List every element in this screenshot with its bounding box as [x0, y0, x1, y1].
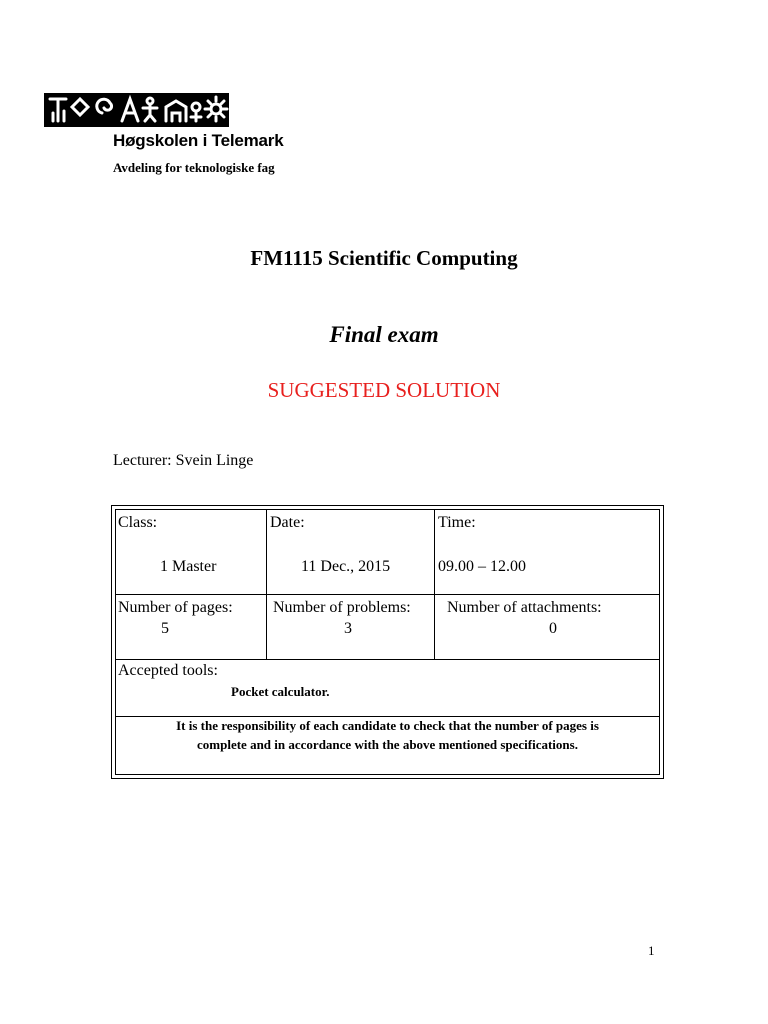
table-divider: [116, 659, 659, 660]
table-column-divider: [266, 510, 267, 659]
time-label: Time:: [438, 514, 476, 531]
problems-value: 3: [344, 620, 352, 637]
logo-glyphs-icon: [44, 93, 229, 127]
page-number: 1: [648, 943, 655, 958]
solution-label: SUGGESTED SOLUTION: [267, 378, 501, 402]
class-value: 1 Master: [160, 558, 217, 575]
responsibility-notice: [116, 716, 659, 754]
lecturer-line: Lecturer: Svein Linge: [113, 452, 254, 469]
pages-label: Number of pages:: [118, 599, 233, 616]
problems-label: Number of problems:: [273, 599, 411, 616]
notice-line: It is the responsibility of each candidate to check that the number of pages is: [176, 718, 599, 733]
notice-line: complete and in accordance with the above mentioned specifications.: [197, 737, 578, 752]
tools-label: Accepted tools:: [118, 662, 218, 679]
exam-type: Final exam: [329, 322, 439, 347]
pages-value: 5: [161, 620, 169, 637]
attachments-value: 0: [549, 620, 557, 637]
time-value: 09.00 – 12.00: [438, 558, 526, 575]
exam-info-table-inner: [115, 509, 660, 775]
date-label: Date:: [270, 514, 305, 531]
attachments-label: Number of attachments:: [447, 599, 602, 616]
exam-info-table: [111, 505, 664, 779]
class-label: Class:: [118, 514, 158, 531]
course-title: FM1115 Scientific Computing: [250, 246, 518, 270]
hit-petroglyph-logo: [44, 93, 229, 127]
date-value: 11 Dec., 2015: [301, 558, 391, 575]
school-name: Høgskolen i Telemark: [113, 131, 284, 150]
table-divider: [116, 594, 659, 595]
table-column-divider: [434, 510, 435, 659]
tools-value: Pocket calculator.: [231, 684, 330, 699]
department-name: Avdeling for teknologiske fag: [113, 160, 275, 175]
